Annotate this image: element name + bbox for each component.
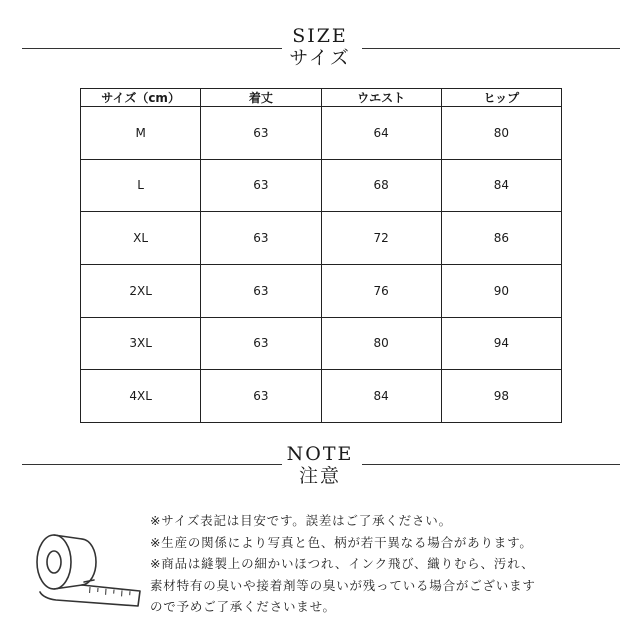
- note-title-en: NOTE: [286, 443, 354, 465]
- header-length: 着丈: [201, 89, 321, 107]
- cell-hip: 84: [441, 159, 561, 212]
- cell-waist: 64: [321, 107, 441, 160]
- cell-length: 63: [201, 107, 321, 160]
- measuring-tape-icon: [20, 518, 150, 610]
- cell-length: 63: [201, 264, 321, 317]
- header-hip: ヒップ: [441, 89, 561, 107]
- cell-waist: 84: [321, 370, 441, 423]
- note-line: ※サイズ表記は目安です。誤差はご了承ください。: [150, 513, 452, 528]
- note-heading: [0, 443, 640, 487]
- cell-length: 63: [201, 317, 321, 370]
- note-line: ので予めご了承くださいませ。: [150, 599, 336, 614]
- cell-waist: 80: [321, 317, 441, 370]
- size-divider-right: [362, 48, 620, 49]
- table-row: [81, 107, 562, 160]
- header-waist: ウエスト: [321, 89, 441, 107]
- cell-length: 63: [201, 370, 321, 423]
- size-heading: [0, 25, 640, 69]
- note-divider-right: [362, 464, 620, 465]
- cell-length: 63: [201, 159, 321, 212]
- note-line: ※生産の関係により写真と色、柄が若干異なる場合があります。: [150, 534, 533, 550]
- cell-hip: 80: [441, 107, 561, 160]
- cell-size: M: [81, 107, 201, 160]
- note-title-jp: 注意: [298, 465, 341, 487]
- note-line: ※商品は縫製上の細かいほつれ、インク飛び、織りむら、汚れ、: [150, 556, 535, 571]
- size-title-en: SIZE: [292, 25, 348, 47]
- notes-text: [150, 510, 630, 618]
- cell-size: L: [81, 159, 201, 212]
- cell-length: 63: [201, 212, 321, 265]
- header-size: サイズ（cm）: [81, 89, 201, 107]
- cell-hip: 94: [441, 317, 561, 370]
- cell-hip: 90: [441, 264, 561, 317]
- cell-hip: 98: [441, 370, 561, 423]
- cell-waist: 76: [321, 264, 441, 317]
- note-divider-left: [22, 464, 282, 465]
- table-row: [81, 264, 562, 317]
- size-divider-left: [22, 48, 282, 49]
- size-title-jp: サイズ: [289, 47, 351, 69]
- cell-waist: 68: [321, 159, 441, 212]
- cell-hip: 86: [441, 212, 561, 265]
- table-row: [81, 159, 562, 212]
- cell-size: XL: [81, 212, 201, 265]
- cell-size: 3XL: [81, 317, 201, 370]
- cell-size: 2XL: [81, 264, 201, 317]
- table-header-row: [81, 89, 562, 107]
- cell-size: 4XL: [81, 370, 201, 423]
- size-table: [80, 88, 562, 423]
- cell-waist: 72: [321, 212, 441, 265]
- table-row: [81, 212, 562, 265]
- table-row: [81, 317, 562, 370]
- table-row: [81, 370, 562, 423]
- note-line: 素材特有の臭いや接着剤等の臭いが残っている場合がございます: [150, 577, 536, 593]
